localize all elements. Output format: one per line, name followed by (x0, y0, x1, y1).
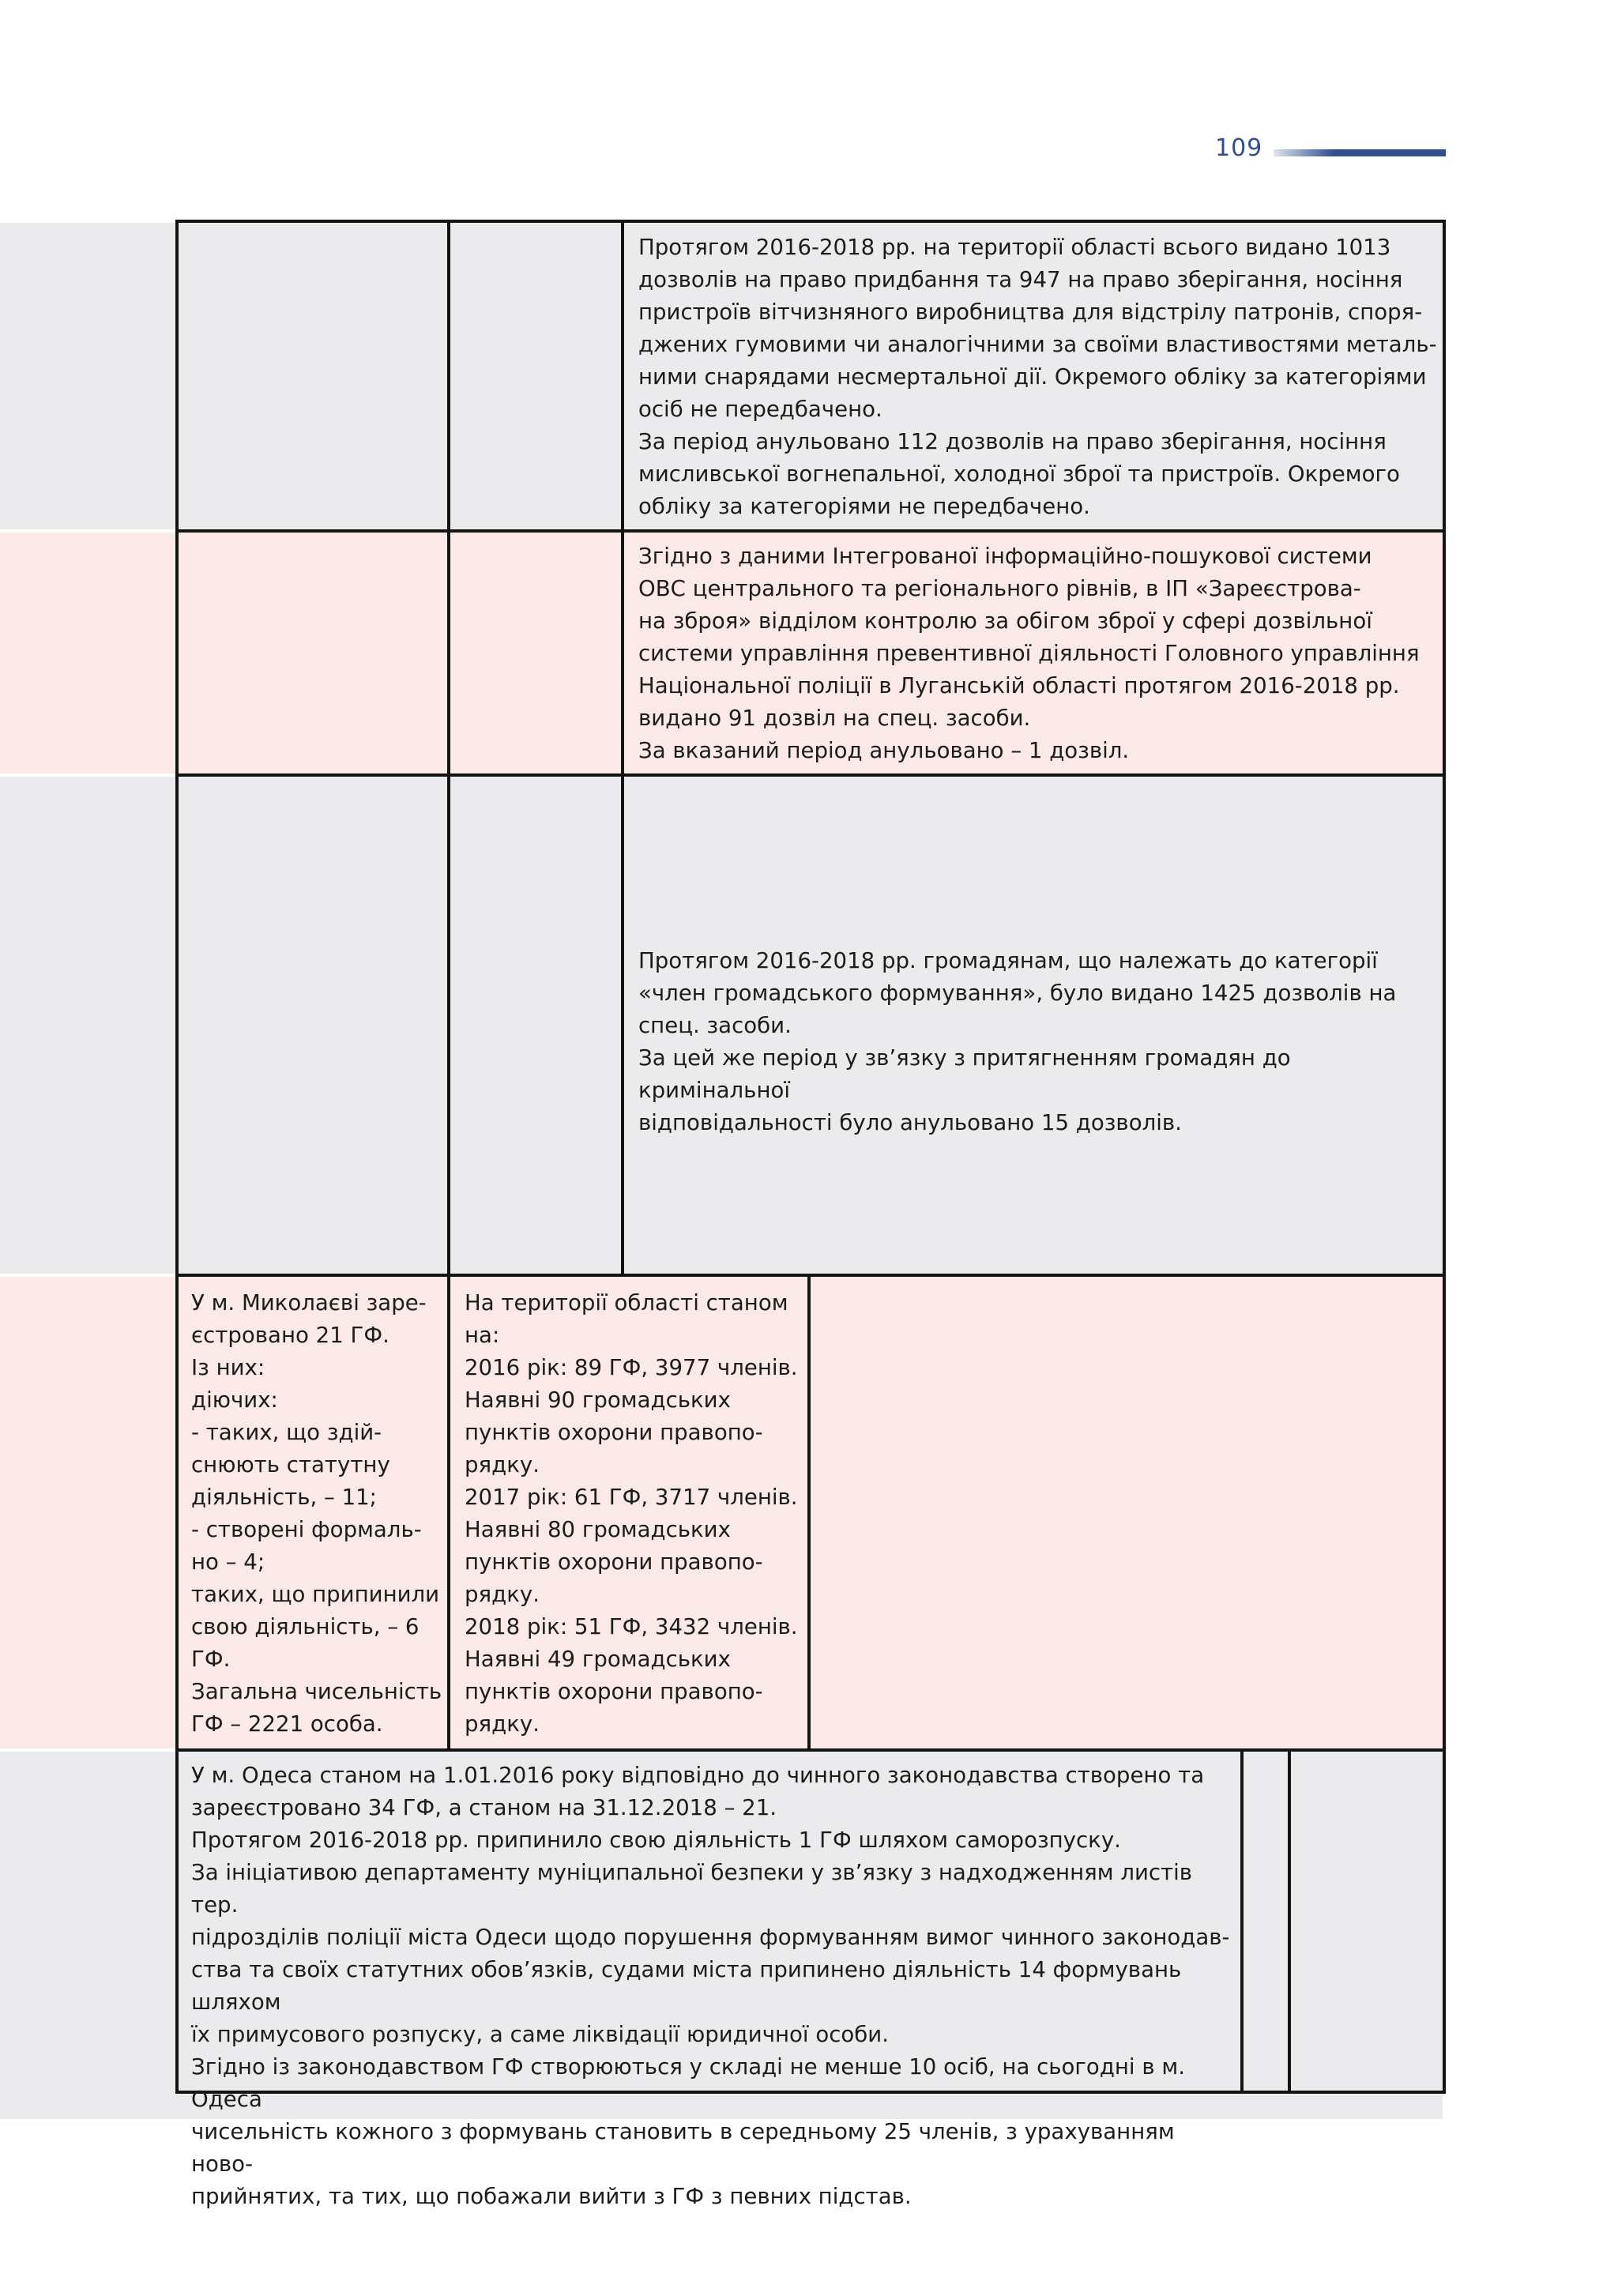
grid-line (447, 220, 450, 1277)
row-3-text-cell: Протягом 2016-2018 рр. громадянам, що належать до категорії «член громадського формування», було видано 1425 дозволів на спец. засоби. За цей же період у зв’язку з притягненням громадян до кримінальної відповідальності було анульовано 15 дозволів. (638, 947, 1397, 1135)
grid-line (447, 1274, 450, 1752)
header-rule (1274, 149, 1446, 156)
grid-line (1288, 1748, 1291, 2094)
row-4-mykolaiv-cell: У м. Миколаєві заре- єстровано 21 ГФ. Із них: діючих: - таких, що здій- снюють статутну діяльність, – 11; - створені формаль- но – 4; таких, що припинили свою діяльність, – 6 ГФ. Загальна чисельність ГФ – 2221 особа. (191, 1289, 442, 1737)
grid-line (175, 1748, 1446, 1752)
page-number: 109 (1215, 134, 1263, 162)
grid-line (175, 220, 1446, 223)
grid-line (621, 220, 624, 1277)
grid-line (1443, 220, 1446, 2094)
row-1-text-cell: Протягом 2016-2018 рр. на території області всього видано 1013 дозволів на право придбання та 947 на право зберігання, носіння пристроїв вітчизняного виробництва для відстрілу патронів, споря- джених гумовими чи аналогічними за своїми властивостями металь- ними снарядами несмертальної дії. Окремого обліку за категоріями осіб не передбачено. За період анульовано 112 дозволів на право зберігання, носіння мисливської вогнепальної, холодної зброї та пристроїв. Окремого обліку за категоріями не передбачено. (638, 234, 1437, 519)
row-2-text-cell: Згідно з даними Інтегрованої інформаційно-пошукової системи ОВС центрального та регіонального рівнів, в ІП «Зареєстрова- на зброя» відділом контролю за обігом зброї у сфері дозвільної системи управління превентивної діяльності Головного управління Національної поліції в Луганській області протягом 2016-2018 рр. видано 91 дозвіл на спец. засоби. За вказаний період анульовано – 1 дозвіл. (638, 543, 1420, 763)
row-5-odesa-cell: У м. Одеса станом на 1.01.2016 року відповідно до чинного законодавства створено та зареєстровано 34 ГФ, а станом на 31.12.2018 – 21. Протягом 2016-2018 рр. припинило свою діяльність 1 ГФ шляхом саморозпуску. За ініціативою департаменту муніципальної безпеки у зв’язку з надходженням листів тер. підрозділів поліції міста Одеси щодо порушення формуванням вимог чинного законодав- ства та своїх статутних обов’язків, судами міста припинено діяльність 14 формувань шляхом їх примусового розпуску, а саме ліквідації юридичної особи. Згідно із законодавством ГФ створюються у складі не менше 10 осіб, на сьогодні в м. Одеса чисельність кожного з формувань становить в середньому 25 членів, з урахуванням ново- прийнятих, та тих, що побажали вийти з ГФ з певних підстав. (191, 1762, 1230, 2209)
grid-line (175, 1274, 1446, 1277)
grid-line (175, 529, 1446, 533)
grid-line (175, 773, 1446, 777)
grid-line (1240, 1748, 1244, 2094)
grid-line (175, 220, 179, 2094)
row-4-oblast-cell: На території області станом на: 2016 рік: 89 ГФ, 3977 членів. Наявні 90 громадських пунктів охорони правопо- рядку. 2017 рік: 61 ГФ, 3717 членів. Наявні 80 громадських пунктів охорони правопо- рядку. 2018 рік: 51 ГФ, 3432 членів. Наявні 49 громадських пунктів охорони правопо- рядку. (465, 1289, 798, 1737)
grid-line (807, 1274, 811, 1752)
